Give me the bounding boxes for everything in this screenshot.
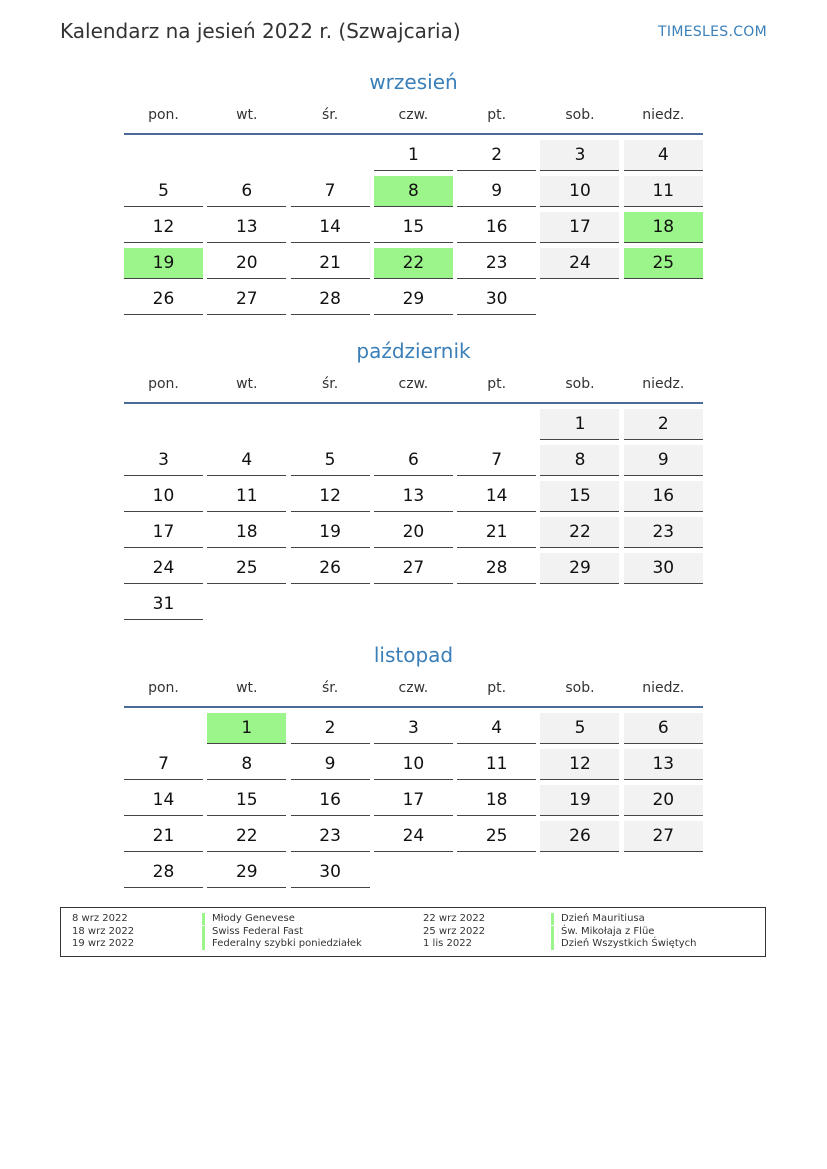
empty-cell [291, 409, 370, 439]
weekday-label: pt. [487, 107, 507, 123]
day-cell[interactable]: 26 [291, 553, 370, 584]
day-cell[interactable]: 14 [291, 212, 370, 243]
day-cell[interactable]: 14 [124, 785, 203, 816]
empty-cell [207, 409, 286, 439]
day-cell[interactable]: 24 [540, 248, 619, 279]
week-row [124, 445, 703, 481]
day-cell[interactable]: 26 [540, 821, 619, 852]
day-cell[interactable]: 28 [457, 553, 536, 584]
weekday-label: sob. [565, 107, 595, 123]
empty-cell [374, 589, 453, 619]
empty-cell [291, 140, 370, 170]
day-cell[interactable]: 22 [540, 517, 619, 548]
day-cell[interactable]: 27 [207, 284, 286, 315]
day-cell[interactable]: 9 [457, 176, 536, 207]
day-cell[interactable]: 9 [624, 445, 703, 476]
empty-cell [624, 589, 703, 619]
day-cell[interactable]: 24 [124, 553, 203, 584]
day-cell[interactable]: 3 [374, 713, 453, 744]
day-cell[interactable]: 30 [291, 857, 370, 888]
week-row [124, 589, 703, 625]
week-row [124, 481, 703, 517]
day-cell[interactable]: 22 [207, 821, 286, 852]
week-row [124, 821, 703, 857]
week-row [124, 284, 703, 320]
week-row [124, 409, 703, 445]
week-row [124, 785, 703, 821]
week-row [124, 517, 703, 553]
day-cell[interactable]: 16 [291, 785, 370, 816]
month-name: wrzesień [369, 70, 458, 94]
day-cell[interactable]: 4 [207, 445, 286, 476]
day-cell[interactable]: 12 [124, 212, 203, 243]
weekday-label: śr. [321, 376, 339, 392]
day-cell[interactable]: 10 [124, 481, 203, 512]
weekday-label: niedz. [642, 680, 685, 696]
holiday-legend [60, 907, 766, 957]
empty-cell [291, 589, 370, 619]
day-cell[interactable]: 13 [207, 212, 286, 243]
day-cell[interactable]: 9 [291, 749, 370, 780]
weekday-label: niedz. [642, 376, 685, 392]
day-cell[interactable]: 29 [207, 857, 286, 888]
month-name: październik [356, 339, 471, 363]
weekday-label: pon. [148, 376, 179, 392]
day-cell[interactable]: 6 [207, 176, 286, 207]
empty-cell [124, 409, 203, 439]
day-cell[interactable]: 19 [291, 517, 370, 548]
legend-date: 19 wrz 2022 [72, 938, 135, 949]
empty-cell [124, 140, 203, 170]
day-cell[interactable]: 2 [291, 713, 370, 744]
month-block [124, 640, 703, 893]
day-cell[interactable]: 21 [291, 248, 370, 279]
week-row [124, 212, 703, 248]
day-cell[interactable]: 18 [624, 212, 703, 243]
day-cell[interactable]: 28 [291, 284, 370, 315]
weekday-header [124, 366, 703, 404]
legend-date: 1 lis 2022 [423, 938, 472, 949]
day-cell[interactable]: 8 [540, 445, 619, 476]
day-cell[interactable]: 3 [540, 140, 619, 171]
day-cell[interactable]: 29 [540, 553, 619, 584]
day-cell[interactable]: 10 [540, 176, 619, 207]
day-cell[interactable]: 5 [291, 445, 370, 476]
legend-holiday-name: Swiss Federal Fast [202, 926, 303, 938]
weekday-label: pon. [148, 680, 179, 696]
empty-cell [457, 409, 536, 439]
weekday-label: wt. [236, 107, 258, 123]
weekday-label: wt. [236, 680, 258, 696]
legend-date: 8 wrz 2022 [72, 913, 128, 924]
month-block [124, 336, 703, 625]
week-row [124, 749, 703, 785]
empty-cell [624, 284, 703, 314]
day-cell[interactable]: 8 [374, 176, 453, 207]
legend-holiday-name: Dzień Mauritiusa [551, 913, 645, 925]
day-cell[interactable]: 18 [457, 785, 536, 816]
weekday-label: czw. [398, 107, 429, 123]
empty-cell [124, 713, 203, 743]
weekday-label: niedz. [642, 107, 685, 123]
empty-cell [457, 589, 536, 619]
page-title: Kalendarz na jesień 2022 r. (Szwajcaria) [60, 19, 461, 43]
weekday-label: sob. [565, 376, 595, 392]
empty-cell [374, 409, 453, 439]
day-cell[interactable]: 2 [457, 140, 536, 171]
day-cell[interactable]: 11 [624, 176, 703, 207]
day-cell[interactable]: 4 [624, 140, 703, 171]
weekday-label: czw. [398, 376, 429, 392]
weekday-label: śr. [321, 107, 339, 123]
day-cell[interactable]: 6 [624, 713, 703, 744]
week-row [124, 713, 703, 749]
empty-cell [457, 857, 536, 887]
empty-cell [540, 589, 619, 619]
day-cell[interactable]: 5 [540, 713, 619, 744]
day-cell[interactable]: 29 [374, 284, 453, 315]
empty-cell [374, 857, 453, 887]
day-cell[interactable]: 27 [374, 553, 453, 584]
day-cell[interactable]: 3 [124, 445, 203, 476]
legend-holiday-name: Młody Genevese [202, 913, 295, 925]
day-cell[interactable]: 20 [374, 517, 453, 548]
week-row [124, 248, 703, 284]
day-cell[interactable]: 17 [540, 212, 619, 243]
legend-date: 22 wrz 2022 [423, 913, 486, 924]
month-name: listopad [373, 643, 454, 667]
day-cell[interactable]: 13 [624, 749, 703, 780]
weekday-label: wt. [236, 376, 258, 392]
day-cell[interactable]: 31 [124, 589, 203, 620]
day-cell[interactable]: 26 [124, 284, 203, 315]
day-cell[interactable]: 1 [540, 409, 619, 440]
weekday-label: pt. [487, 680, 507, 696]
day-cell[interactable]: 27 [624, 821, 703, 852]
empty-cell [540, 857, 619, 887]
day-cell[interactable]: 7 [291, 176, 370, 207]
day-cell[interactable]: 11 [457, 749, 536, 780]
weekday-label: pt. [487, 376, 507, 392]
legend-date: 25 wrz 2022 [423, 925, 486, 937]
day-cell[interactable]: 21 [124, 821, 203, 852]
day-cell[interactable]: 23 [457, 248, 536, 279]
legend-holiday-name: Dzień Wszystkich Świętych [551, 938, 697, 950]
day-cell[interactable]: 20 [624, 785, 703, 816]
day-cell[interactable]: 16 [624, 481, 703, 512]
day-cell[interactable]: 25 [207, 553, 286, 584]
legend-holiday-name: Św. Mikołaja z Flüe [551, 926, 654, 938]
day-cell[interactable]: 22 [374, 248, 453, 279]
day-cell[interactable]: 19 [124, 248, 203, 279]
empty-cell [540, 284, 619, 314]
day-cell[interactable]: 7 [124, 749, 203, 780]
day-cell[interactable]: 4 [457, 713, 536, 744]
day-cell[interactable]: 23 [624, 517, 703, 548]
day-cell[interactable]: 19 [540, 785, 619, 816]
day-cell[interactable]: 15 [540, 481, 619, 512]
day-cell[interactable]: 17 [124, 517, 203, 548]
day-cell[interactable]: 6 [374, 445, 453, 476]
day-cell[interactable]: 15 [374, 212, 453, 243]
day-cell[interactable]: 18 [207, 517, 286, 548]
week-row [124, 176, 703, 212]
week-row [124, 140, 703, 176]
weekday-header [124, 670, 703, 708]
day-cell[interactable]: 15 [207, 785, 286, 816]
day-cell[interactable]: 21 [457, 517, 536, 548]
day-cell[interactable]: 13 [374, 481, 453, 512]
day-cell[interactable]: 1 [374, 140, 453, 171]
day-cell[interactable]: 8 [207, 749, 286, 780]
week-row [124, 553, 703, 589]
legend-date: 18 wrz 2022 [72, 925, 135, 937]
day-cell[interactable]: 14 [457, 481, 536, 512]
day-cell[interactable]: 17 [374, 785, 453, 816]
day-cell[interactable]: 12 [540, 749, 619, 780]
day-cell[interactable]: 23 [291, 821, 370, 852]
day-cell[interactable]: 25 [624, 248, 703, 279]
day-cell[interactable]: 28 [124, 857, 203, 888]
day-cell[interactable]: 10 [374, 749, 453, 780]
weekday-label: sob. [565, 680, 595, 696]
day-cell[interactable]: 7 [457, 445, 536, 476]
empty-cell [624, 857, 703, 887]
week-row [124, 857, 703, 893]
day-cell[interactable]: 11 [207, 481, 286, 512]
empty-cell [207, 589, 286, 619]
day-cell[interactable]: 12 [291, 481, 370, 512]
day-cell[interactable]: 25 [457, 821, 536, 852]
day-cell[interactable]: 5 [124, 176, 203, 207]
legend-holiday-name: Federalny szybki poniedziałek [202, 938, 362, 950]
day-cell[interactable]: 24 [374, 821, 453, 852]
empty-cell [207, 140, 286, 170]
day-cell[interactable]: 1 [207, 713, 286, 744]
weekday-header [124, 97, 703, 135]
month-block [124, 67, 703, 320]
day-cell[interactable]: 30 [457, 284, 536, 315]
day-cell[interactable]: 16 [457, 212, 536, 243]
brand-link[interactable]: TIMESLES.COM [658, 24, 767, 40]
day-cell[interactable]: 20 [207, 248, 286, 279]
day-cell[interactable]: 2 [624, 409, 703, 440]
weekday-label: pon. [148, 107, 179, 123]
day-cell[interactable]: 30 [624, 553, 703, 584]
weekday-label: śr. [321, 680, 339, 696]
weekday-label: czw. [398, 680, 429, 696]
